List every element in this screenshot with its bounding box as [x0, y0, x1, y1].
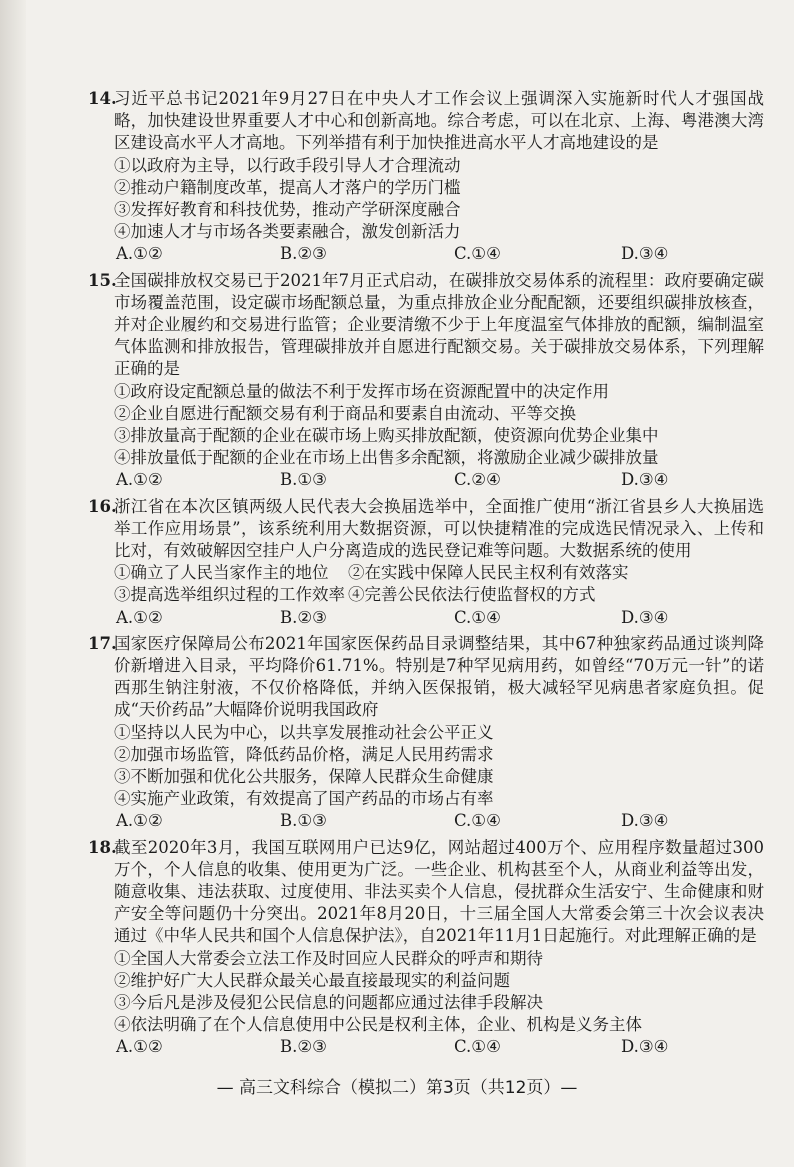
option-c: C.①④ [454, 1037, 501, 1057]
statement: ③不断加强和优化公共服务，保障人民群众生命健康 [114, 767, 494, 787]
page-footer: — 高三文科综合（模拟二）第3页（共12页）— [216, 1078, 578, 1098]
statement: ④实施产业政策，有效提高了国产药品的市场占有率 [114, 789, 494, 809]
scan-edge-shadow [0, 0, 26, 1167]
option-a: A.①② [116, 607, 163, 627]
statement: ①确立了人民当家作主的地位 [114, 563, 329, 583]
option-d: D.③④ [621, 1037, 669, 1057]
option-a: A.①② [116, 244, 163, 264]
answer-options [114, 469, 764, 491]
option-a: A.①② [116, 811, 163, 831]
question-stem [88, 270, 764, 381]
statement: ①全国人大常委会立法工作及时回应人民群众的呼声和期待 [114, 948, 543, 968]
question-17 [88, 633, 764, 833]
statement: ③排放量高于配额的企业在碳市场上购买排放配额，使资源向优势企业集中 [114, 426, 659, 446]
statement: ②加强市场监管，降低药品价格，满足人民用药需求 [114, 744, 494, 764]
statement: ④完善公民依法行使监督权的方式 [348, 585, 596, 605]
question-number: 14. [88, 89, 117, 108]
option-a: A.①② [116, 1037, 163, 1057]
statement: ②推动户籍制度改革，提高人才落户的学历门槛 [114, 177, 461, 197]
answer-options [114, 1036, 764, 1058]
option-d: D.③④ [621, 244, 669, 264]
question-stem [88, 837, 764, 948]
question-number: 15. [88, 270, 117, 290]
option-c: C.①④ [454, 811, 501, 831]
question-stem [88, 88, 764, 155]
statement: ③今后凡是涉及侵犯公民信息的问题都应通过法律手段解决 [114, 993, 543, 1013]
statement: ①坚持以人民为中心，以共享发展推动社会公平正义 [114, 722, 494, 742]
answer-options [114, 607, 764, 629]
option-b: B.②③ [280, 1037, 327, 1057]
statement: ②维护好广大人民群众最关心最直接最现实的利益问题 [114, 970, 510, 990]
questions-area [88, 88, 764, 1059]
option-b: B.②③ [280, 607, 327, 627]
statement: ③提高选举组织过程的工作效率 [114, 585, 345, 605]
question-number: 18. [88, 837, 117, 857]
answer-options [114, 243, 764, 265]
statement: ②在实践中保障人民民主权利有效落实 [348, 563, 629, 583]
stem-text: 国家医疗保障局公布2021年国家医保药品目录调整结果，其中67种独家药品通过谈判降价新增进入目录，平均降价61.71%。特别是7种罕见病用药，如曾经“70万元一针”的诺西那生钠注射液，不仅价格降低，并纳入医保报销，极大减轻罕见病患者家庭负担。促成“天价药品”大幅降价说明我国政府 [114, 633, 764, 720]
stem-text: 截至2020年3月，我国互联网用户已达9亿，网站超过400万个、应用程序数量超过300万个，个人信息的收集、使用更为广泛。一些企业、机构甚至个人，从商业利益等出发，随意收集、违法获取、过度使用、非法买卖个人信息，侵扰群众生活安宁、生命健康和财产安全等问题仍十分突出。2021年8月20日，十三届全国人大常委会第三十次会议表决通过《中华人民共和国个人信息保护法》，自2021年11月1日起施行。对此理解正确的是 [114, 837, 764, 946]
statement: ②企业自愿进行配额交易有利于商品和要素自由流动、平等交换 [114, 403, 576, 423]
option-c: C.①④ [454, 244, 501, 264]
option-d: D.③④ [621, 607, 669, 627]
option-c: C.②④ [454, 470, 501, 490]
stem-text: 浙江省在本次区镇两级人民代表大会换届选举中，全面推广使用“浙江省县乡人大换届选举工作应用场景”，该系统利用大数据资源，可以快捷精准的完成选民情况录入、上传和比对，有效破解因空挂户人户分离造成的选民登记难等问题。大数据系统的使用 [114, 496, 764, 561]
statement: ④加速人才与市场各类要素融合，激发创新活力 [114, 222, 461, 242]
option-b: B.②③ [280, 244, 327, 264]
question-number: 17. [88, 633, 117, 653]
stem-text: 习近平总书记2021年9月27日在中央人才工作会议上强调深入实施新时代人才强国战略，加快建设世界重要人才中心和创新高地。综合考虑，可以在北京、上海、粤港澳大湾区建设高水平人才高地。下列举措有利于加快推进高水平人才高地建设的是 [114, 89, 764, 153]
statement: ④排放量低于配额的企业在市场上出售多余配额，将激励企业减少碳排放量 [114, 448, 659, 468]
question-15 [88, 270, 764, 492]
question-number: 16. [88, 496, 117, 516]
option-d: D.③④ [621, 470, 669, 490]
option-c: C.①④ [454, 607, 501, 627]
question-16 [88, 496, 764, 629]
option-b: B.①③ [280, 470, 327, 490]
statement-row [114, 584, 764, 606]
question-14 [88, 88, 764, 266]
question-stem [88, 633, 764, 722]
answer-options [114, 810, 764, 832]
question-18 [88, 837, 764, 1059]
stem-text: 全国碳排放权交易已于2021年7月正式启动，在碳排放交易体系的流程里：政府要确定碳市场覆盖范围，设定碳市场配额总量，为重点排放企业分配配额，还要组织碳排放核查，并对企业履约和交易进行监管；企业要清缴不少于上年度温室气体排放的配额，编制温室气体监测和排放报告，管理碳排放并自愿进行配额交易。关于碳排放交易体系，下列理解正确的是 [114, 270, 764, 379]
statement: ①政府设定配额总量的做法不利于发挥市场在资源配置中的决定作用 [114, 381, 609, 401]
statement: ①以政府为主导，以行政手段引导人才合理流动 [114, 155, 461, 175]
question-stem [88, 496, 764, 563]
statement: ④依法明确了在个人信息使用中公民是权利主体，企业、机构是义务主体 [114, 1015, 642, 1035]
option-a: A.①② [116, 470, 163, 490]
option-d: D.③④ [621, 811, 669, 831]
statement-row [114, 562, 764, 584]
option-b: B.①③ [280, 811, 327, 831]
statement: ③发挥好教育和科技优势，推动产学研深度融合 [114, 200, 461, 220]
